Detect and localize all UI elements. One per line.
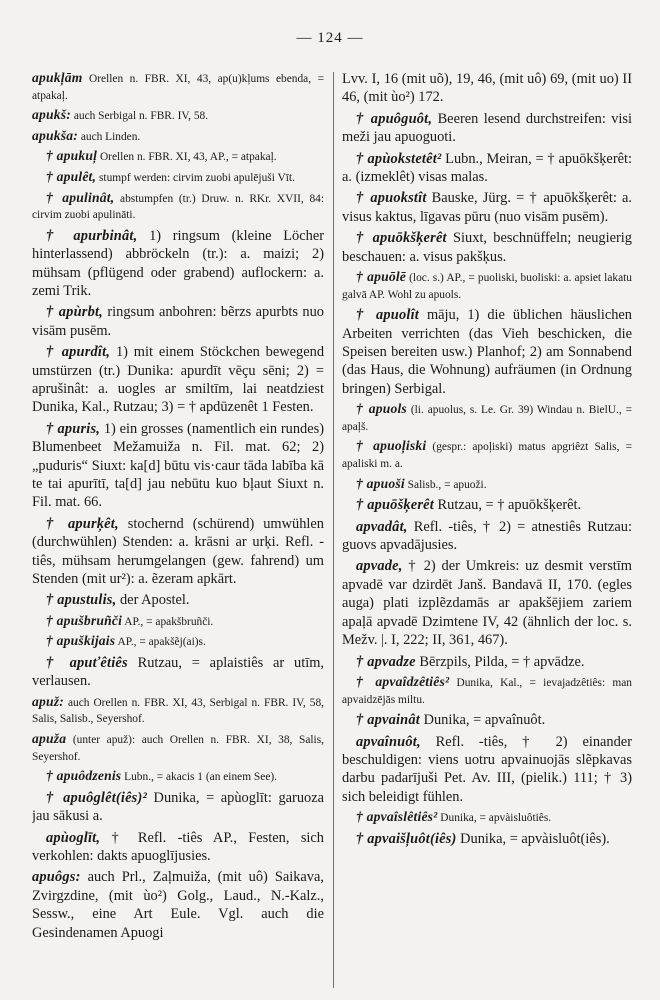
entry-headword: apùoglīt,	[46, 829, 101, 846]
entry-headword: † apušbruñči	[46, 612, 123, 628]
entry-headword: apukš:	[32, 107, 71, 123]
entry-headword: † apurbinât,	[46, 227, 138, 244]
dictionary-entry	[342, 674, 632, 708]
dictionary-entry	[32, 70, 324, 104]
entry-definition: Dunika, = apvàisluôtiês.	[437, 812, 552, 825]
entry-definition: Refl. -tiês, † 2) einander beschuldigen: viens uotru apvainuojās slẽpkavas darbu padarījuši Pet. Av. III, (pielik.) 111; † 3) sich beleidigt fühlen.	[342, 733, 632, 805]
entry-definition: auch Serbigal n. FBR. IV, 58.	[70, 110, 209, 123]
left-column	[32, 70, 324, 990]
entry-headword: † apuôguôt,	[356, 110, 433, 127]
entry-definition: † Refl. -tiês AP., Festen, sich verkohlen: dakts apuoglījusies.	[32, 829, 324, 865]
dictionary-entry	[342, 438, 632, 472]
dictionary-entry	[32, 148, 324, 166]
dictionary-entry	[32, 868, 324, 942]
entry-headword: † apuoļiski	[356, 438, 427, 454]
entry-headword: apvaînuôt,	[356, 733, 421, 750]
dictionary-entry	[342, 476, 632, 494]
dictionary-entry	[32, 768, 324, 786]
dictionary-entry	[32, 731, 324, 765]
entry-headword: † apuoši	[356, 475, 405, 491]
dictionary-entry	[32, 591, 324, 609]
entry-headword: † apurķêt,	[46, 515, 119, 532]
dictionary-entry	[32, 169, 324, 187]
entry-headword: † apuōkšķerêt	[356, 230, 447, 247]
dictionary-entry	[32, 515, 324, 589]
dictionary-entry	[342, 518, 632, 555]
entry-headword: † apuškijais	[46, 633, 116, 649]
entry-headword: † apukuļ	[46, 148, 98, 164]
entry-definition: Rutzau, = aplaistiês ar utīm, verlausen.	[32, 655, 324, 690]
entry-definition: Lvv. I, 16 (mit uõ), 19, 46, (mit uô) 69, (mit uo) II 46, (mit ùo²) 172.	[342, 71, 632, 106]
entry-definition: Orellen n. FBR. XI, 43, ap(u)kļums ebenda, = atpakaļ.	[32, 73, 324, 102]
entry-definition: auch Linden.	[77, 130, 141, 143]
entry-definition: Bauske, Jürg. = † apuōkšķerêt: a. visus kaktus, līgavas pūru (nuo visām pusēm).	[342, 190, 632, 225]
entry-headword: † apuolît	[356, 307, 419, 324]
entry-definition: (gespr.: apoļiski) matus apgriêzt Salis, = apaliski m. a.	[342, 441, 632, 471]
dictionary-entry	[32, 227, 324, 301]
entry-definition: Salisb., = apuoži.	[404, 478, 487, 491]
entry-headword: apukļām	[32, 70, 83, 85]
entry-headword: † apulêt,	[46, 168, 97, 184]
dictionary-entry	[32, 789, 324, 826]
dictionary-entry	[32, 343, 324, 417]
entry-headword: † apvainât	[356, 712, 420, 729]
entry-definition: Lubn., = akacis 1 (an einem See).	[121, 771, 278, 784]
dictionary-entry	[32, 303, 324, 340]
dictionary-entry	[32, 829, 324, 866]
dictionary-entry	[342, 733, 632, 807]
entry-definition: (li. apuolus, s. Le. Gr. 39) Windau n. BielU., = apaļš.	[342, 404, 632, 433]
entry-headword: † apuōšķerêt	[356, 497, 434, 514]
entry-definition: Orellen n. FBR. XI, 43, AP., = atpakaļ.	[97, 151, 277, 164]
dictionary-entry	[32, 107, 324, 125]
entry-headword: † apvadze	[356, 653, 416, 670]
entry-headword: apukša:	[32, 127, 78, 143]
dictionary-entry	[32, 654, 324, 691]
entry-definition: Rutzau, = † apuōkšķerêt.	[433, 497, 582, 514]
entry-definition: Bērzpils, Pilda, = † apvādze.	[415, 653, 585, 670]
dictionary-entry	[32, 613, 324, 631]
entry-headword: † apvaîdzêtiês²	[356, 673, 450, 689]
dictionary-entry	[32, 190, 324, 224]
entry-definition: Dunika, = apvaînuôt.	[419, 712, 546, 729]
entry-headword: † apuokstît	[356, 190, 427, 207]
entry-headword: † apvaišļuôt(iês)	[356, 830, 457, 847]
dictionary-entry	[342, 70, 632, 107]
entry-definition: stumpf werden: cirvim zuobi apulējuši Vīt.	[96, 171, 295, 184]
dictionary-entry	[342, 711, 632, 729]
dictionary-entry	[342, 189, 632, 226]
entry-definition: Refl. -tiês, † 2) = atnestiês Rutzau: guovs apvadājusies.	[342, 518, 632, 554]
right-column	[342, 70, 632, 990]
dictionary-entry	[342, 306, 632, 398]
entry-headword: apuža	[32, 731, 67, 747]
entry-definition: Lubn., Meiran, = † apuōkšķerêt: a. (izmeklêt) visas malas.	[342, 150, 632, 186]
entry-definition: AP., = apakšbruñči.	[122, 615, 214, 628]
entry-definition: māju, 1) die üblichen häuslichen Arbeiten verrichten (das Vieh beschicken, die Speisen bereiten usw.) Planhof; 2) am Sonnabend (das Haus, die Wohnung) aufräumen (in Ordnung bringen) Serbigal.	[342, 307, 632, 397]
entry-definition: (loc. s.) AP., = puoliski, buoliski: a. apsiet lakatu galvā AP. Wohl zu apuols.	[342, 272, 632, 301]
dictionary-entry	[32, 633, 324, 651]
entry-definition: der Apostel.	[116, 592, 190, 609]
dictionary-entry	[342, 496, 632, 514]
entry-definition: auch Prl., Zaļmuiža, (mit uô) Saikava, Zvirgzdine, (mit ùo²) Golg., Laud., N.-Kalz., Sessw., eine Art Eule. Vgl. auch die Gesindenamen Apuogi	[32, 869, 324, 941]
entry-headword: † apurdît,	[46, 344, 111, 361]
entry-headword: apvade,	[356, 558, 403, 575]
entry-definition: AP., = apakšẽj(ai)s.	[115, 636, 206, 649]
column-divider	[333, 72, 334, 988]
entry-definition: ringsum anbohren: bẽrzs apurbts nuo visām pusēm.	[32, 304, 324, 339]
entry-headword: † apuťêtiês	[46, 655, 128, 672]
entry-headword: † apùokstetêt²	[356, 150, 442, 167]
entry-definition: stochernd (schürend) umwühlen (durchwühlen) Stenden: a. krāsni ar urķi. Refl. -tiês, mühsam herumgelangen (gew. fahrend) um Stenden (mit ur²): a. ẽzeram apkārt.	[32, 515, 324, 588]
dictionary-entry	[32, 420, 324, 512]
entry-headword: † apuôdzenis	[46, 768, 122, 784]
entry-definition: Dunika, Kal., = ievajadzêtiês: man apvaidzējās miltu.	[342, 676, 632, 706]
entry-headword: † apuōlē	[356, 269, 407, 285]
dictionary-entry	[342, 150, 632, 187]
entry-headword: apuž:	[32, 693, 64, 709]
entry-definition: 1) ringsum (kleine Löcher hinterlassend) abbröckeln (tr.): a. maizi; 2) mühsam (pflügend oder grabend) auflockern: a. zemi Trik.	[32, 227, 324, 299]
entry-definition: auch Orellen n. FBR. XI, 43, Serbigal n. FBR. IV, 58, Salis, Salisb., Seyershof.	[32, 696, 324, 726]
entry-definition: Dunika, = apùoglīt: garuoza jau sākusi a.	[32, 789, 324, 825]
entry-definition: † 2) der Umkreis: uz desmit verstīm apvadē var dzirdēt Janš. Bandavā II, 170. (egles auga) plati izplẽzdamās ar apakšējiem zariem apaļā apvadē Dzimtene IV, 42 (ähnlich der loc. s. Mežv. |. I, 222; II, 361, 467).	[342, 558, 632, 649]
entry-definition: Siuxt, beschnüffeln; neugierig beschauen: a. visus pakšķus.	[342, 230, 632, 265]
entry-definition: Dunika, = apvàisluôt(iês).	[456, 830, 610, 847]
entry-headword: † apuôglêt(iês)²	[46, 789, 147, 806]
dictionary-entry	[32, 694, 324, 728]
entry-headword: † apvaîslêtiês²	[356, 809, 438, 825]
page-number: — 124 —	[296, 30, 364, 46]
dictionary-entry	[342, 269, 632, 303]
dictionary-entry	[342, 830, 632, 848]
entry-definition: Beeren lesend durchstreifen: visi meži jau apuoguoti.	[342, 110, 632, 146]
dictionary-entry	[342, 401, 632, 435]
entry-headword: † apulinât,	[46, 189, 115, 205]
entry-headword: apuôgs:	[32, 869, 81, 886]
entry-headword: † apuols	[356, 401, 407, 417]
dictionary-entry	[32, 128, 324, 146]
entry-definition: (unter apuž): auch Orellen n. FBR. XI, 38, Salis, Seyershof.	[32, 734, 324, 763]
dictionary-entry	[342, 229, 632, 266]
entry-definition: 1) mit einem Stöckchen bewegend umstürzen (tr.) Dunika: apurdīt vēçu sēni; 2) = aprušinât: a. uogles ar smiltīm, lai neatdziest Dunika, Kal., Rutzau; 3) = † apdūzenêt 1 Festen.	[32, 344, 324, 416]
entry-headword: † apuris,	[46, 420, 101, 437]
entry-headword: † apustulis,	[46, 592, 117, 609]
dictionary-entry	[342, 809, 632, 827]
dictionary-entry	[342, 653, 632, 671]
dictionary-entry	[342, 110, 632, 147]
entry-headword: apvadât,	[356, 518, 408, 535]
entry-definition: 1) ein grosses (namentlich ein rundes) Blumenbeet Mežamuiža n. Fil. mat. 62; 2) „puduris“ Siuxt: ka[d] būtu vis·caur tāda labība kā te tai apurītī, ta[d] jau nebūtu kuo bļaut Siuxt n. Fil. mat. 66.	[32, 420, 324, 511]
entry-definition: abstumpfen (tr.) Druw. n. RKr. XVII, 84: cirvim zuobi apulināti.	[32, 192, 324, 222]
dictionary-entry	[342, 557, 632, 649]
entry-headword: † apùrbt,	[46, 304, 103, 321]
